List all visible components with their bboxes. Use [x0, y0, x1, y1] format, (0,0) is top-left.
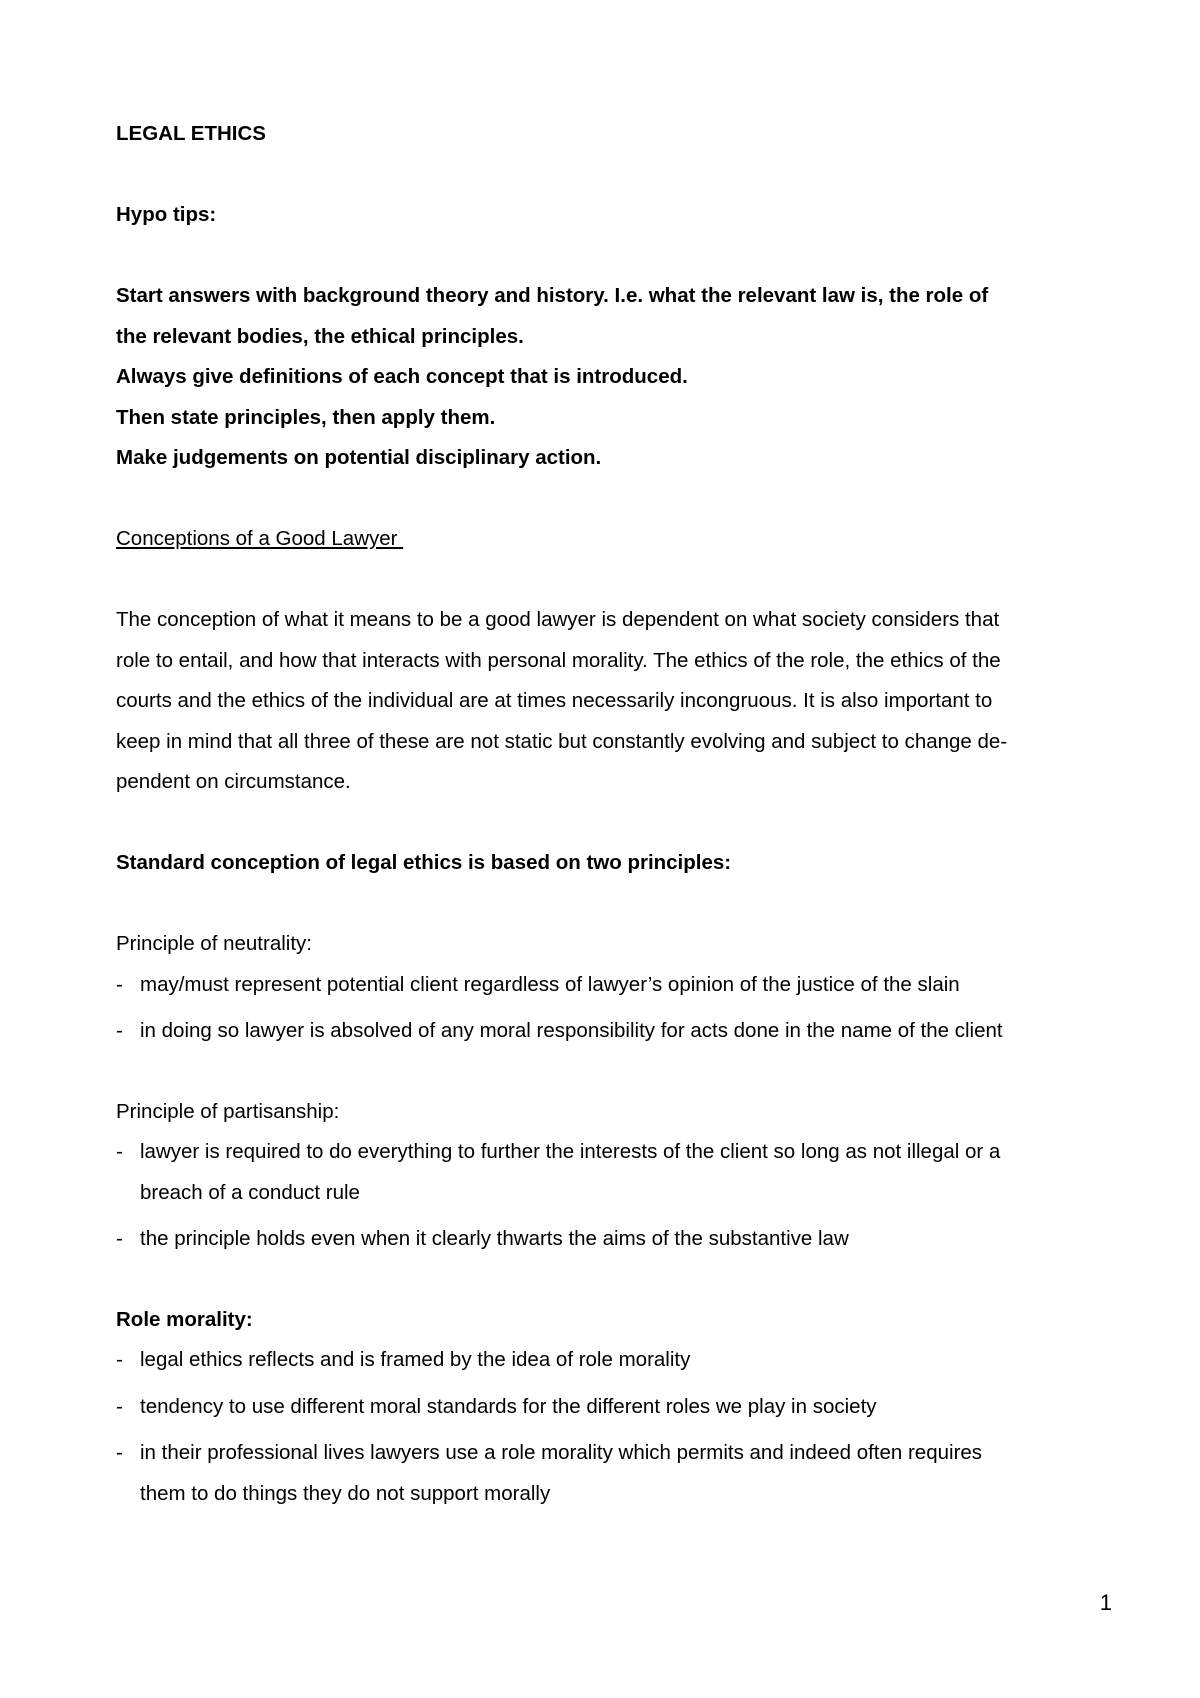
list-item: [116, 1433, 1086, 1514]
hypo-line: Start answers with background theory and history. I.e. what the relevant law is, the role of: [116, 284, 989, 307]
list-item-text: legal ethics reflects and is framed by the idea of role morality: [140, 1348, 691, 1371]
document-title: LEGAL ETHICS: [116, 122, 266, 145]
list-item-text: them to do things they do not support morally: [140, 1481, 551, 1505]
spacer: [116, 884, 1086, 925]
role-morality-heading: Role morality:: [116, 1307, 253, 1331]
bullet-marker: -: [116, 1019, 123, 1042]
list-item-text: may/must represent potential client regardless of lawyer’s opinion of the justice of the slain: [140, 972, 960, 996]
bullet-marker: -: [116, 1441, 123, 1464]
hypo-line: Always give definitions of each concept that is introduced.: [116, 365, 688, 388]
bullet-marker: -: [116, 1394, 123, 1418]
spacer: [116, 560, 1086, 601]
list-item: [116, 1387, 1086, 1428]
list-item: [116, 965, 1086, 1006]
document-body: [116, 114, 1086, 1520]
spacer: [116, 236, 1086, 277]
section-heading: Conceptions of a Good Lawyer: [116, 527, 404, 550]
list-item-text: in doing so lawyer is absolved of any moral responsibility for acts done in the name of the client: [140, 1019, 1003, 1042]
bullet-marker: -: [116, 972, 123, 996]
bullet-marker: -: [116, 1140, 123, 1163]
list-item-text: the principle holds even when it clearly thwarts the aims of the substantive law: [140, 1227, 849, 1250]
hypo-tips-heading: Hypo tips:: [116, 203, 217, 226]
intro-line: The conception of what it means to be a good lawyer is dependent on what society considers that: [116, 608, 1000, 631]
hypo-line: the relevant bodies, the ethical principles.: [116, 324, 524, 348]
list-item: [116, 1011, 1086, 1052]
spacer: [116, 1266, 1086, 1300]
intro-line: courts and the ethics of the individual are at times necessarily incongruous. It is also important to: [116, 689, 993, 712]
intro-line: keep in mind that all three of these are not static but constantly evolving and subject to change de-: [116, 729, 1008, 753]
neutrality-heading: Principle of neutrality:: [116, 932, 312, 955]
partisanship-heading: Principle of partisanship:: [116, 1099, 340, 1123]
bullet-marker: -: [116, 1227, 123, 1250]
spacer: [116, 479, 1086, 520]
page-number: 1: [1099, 1590, 1112, 1615]
list-item: [116, 1340, 1086, 1381]
spacer: [116, 803, 1086, 844]
list-item-text: tendency to use different moral standards for the different roles we play in society: [140, 1394, 877, 1418]
list-item-text: breach of a conduct rule: [140, 1180, 360, 1204]
hypo-line: Make judgements on potential disciplinary action.: [116, 446, 602, 469]
intro-line: pendent on circumstance.: [116, 770, 351, 793]
list-item: [116, 1132, 1086, 1213]
list-item-text: in their professional lives lawyers use a role morality which permits and indeed often requires: [140, 1441, 983, 1464]
intro-line: role to entail, and how that interacts with personal morality. The ethics of the role, the ethics of the: [116, 648, 1001, 672]
spacer: [116, 155, 1086, 196]
list-item: [116, 1219, 1086, 1260]
bullet-marker: -: [116, 1348, 123, 1371]
hypo-line: Then state principles, then apply them.: [116, 405, 496, 429]
standard-conception-heading: Standard conception of legal ethics is based on two principles:: [116, 851, 732, 874]
spacer: [116, 1058, 1086, 1092]
list-item-text: lawyer is required to do everything to further the interests of the client so long as not illegal or a: [140, 1140, 1001, 1163]
